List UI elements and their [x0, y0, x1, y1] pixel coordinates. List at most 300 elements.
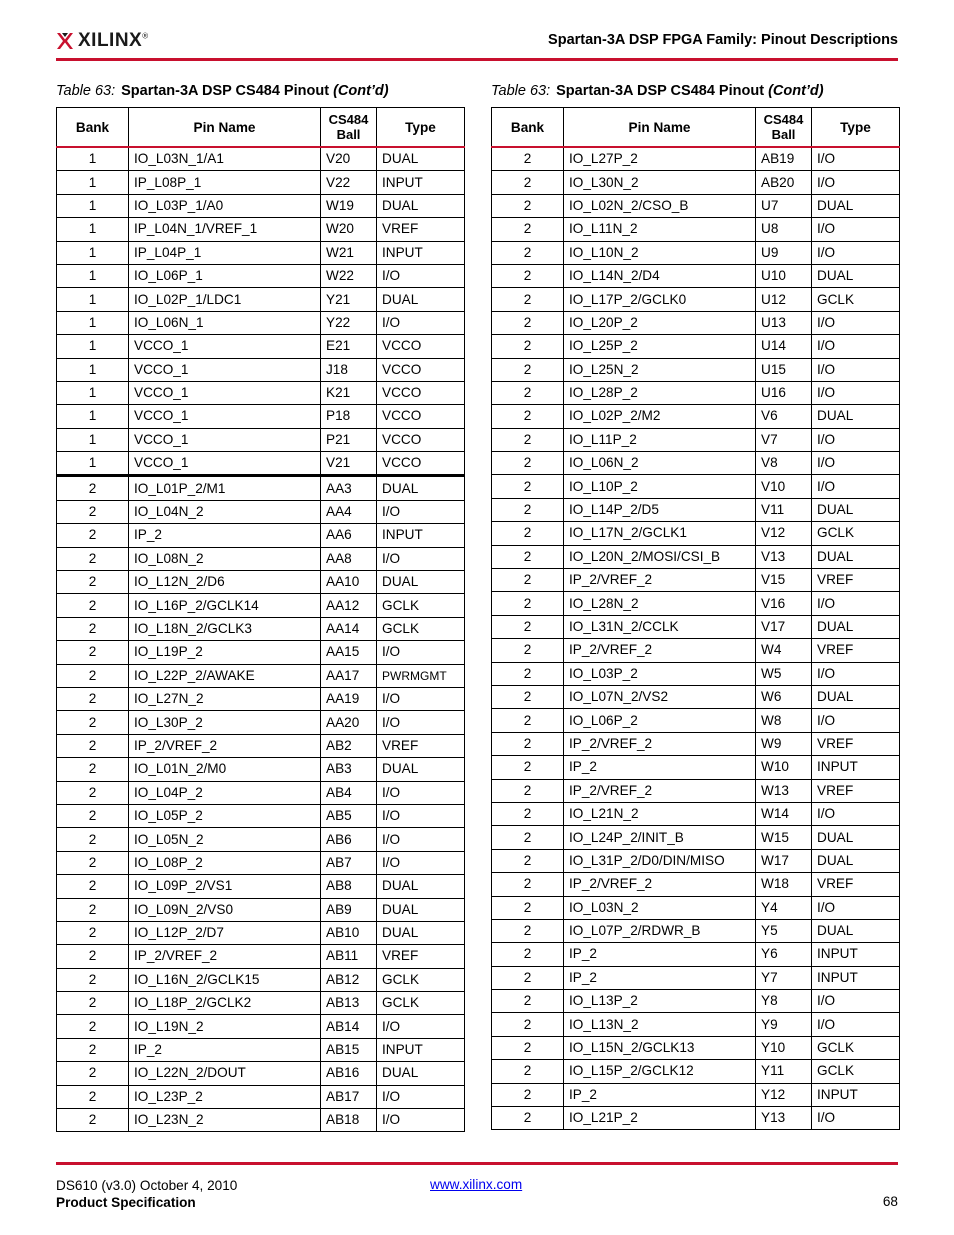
- cell-bank: 2: [492, 1013, 564, 1036]
- cell-ball: W18: [756, 873, 812, 896]
- cell-ball: AB20: [756, 171, 812, 194]
- cell-type: I/O: [377, 1109, 465, 1132]
- cell-bank: 2: [57, 664, 129, 687]
- cell-type: I/O: [377, 851, 465, 874]
- cell-type: VCCO: [377, 452, 465, 476]
- cell-type: GCLK: [812, 522, 900, 545]
- cell-bank: 2: [57, 524, 129, 547]
- table-row: [57, 452, 465, 476]
- logo-text: XILINX®: [78, 30, 149, 51]
- cell-pin-name: IO_L09P_2/VS1: [129, 875, 321, 898]
- cell-pin-name: IO_L30P_2: [129, 711, 321, 734]
- cell-pin-name: IO_L28N_2: [564, 592, 756, 615]
- cell-ball: AB6: [321, 828, 377, 851]
- table-row: [492, 428, 900, 451]
- col-header-ball: CS484 Ball: [321, 108, 377, 148]
- cell-bank: 1: [57, 147, 129, 171]
- cell-pin-name: IP_2/VREF_2: [129, 945, 321, 968]
- cell-type: I/O: [377, 828, 465, 851]
- cell-pin-name: IO_L15N_2/GCLK13: [564, 1036, 756, 1059]
- cell-bank: 2: [492, 405, 564, 428]
- cell-ball: V11: [756, 498, 812, 521]
- cell-ball: W9: [756, 732, 812, 755]
- cell-pin-name: IP_2: [129, 524, 321, 547]
- cell-type: INPUT: [377, 524, 465, 547]
- cell-type: I/O: [377, 1015, 465, 1038]
- cell-bank: 2: [57, 711, 129, 734]
- cell-pin-name: VCCO_1: [129, 452, 321, 476]
- table-row: [492, 732, 900, 755]
- cell-ball: W15: [756, 826, 812, 849]
- cell-pin-name: IP_2: [564, 756, 756, 779]
- table-row: [57, 547, 465, 570]
- cell-bank: 2: [492, 545, 564, 568]
- cell-pin-name: IO_L18N_2/GCLK3: [129, 617, 321, 640]
- cell-bank: 2: [492, 873, 564, 896]
- cell-pin-name: IO_L16P_2/GCLK14: [129, 594, 321, 617]
- cell-bank: 2: [492, 218, 564, 241]
- cell-type: VREF: [812, 639, 900, 662]
- cell-ball: AA6: [321, 524, 377, 547]
- cell-bank: 2: [57, 968, 129, 991]
- cell-ball: W19: [321, 194, 377, 217]
- table-row: [57, 968, 465, 991]
- cell-pin-name: IO_L11N_2: [564, 218, 756, 241]
- cell-type: I/O: [812, 358, 900, 381]
- cell-pin-name: VCCO_1: [129, 428, 321, 451]
- table-row: [57, 241, 465, 264]
- cell-bank: 2: [492, 358, 564, 381]
- cell-bank: 2: [57, 781, 129, 804]
- cell-ball: U9: [756, 241, 812, 264]
- cell-pin-name: IO_L13N_2: [564, 1013, 756, 1036]
- cell-type: DUAL: [812, 264, 900, 287]
- cell-bank: 2: [492, 849, 564, 872]
- cell-type: I/O: [812, 171, 900, 194]
- cell-bank: 2: [492, 662, 564, 685]
- cell-bank: 2: [57, 1085, 129, 1108]
- cell-ball: V22: [321, 171, 377, 194]
- table-row: [57, 171, 465, 194]
- cell-bank: 1: [57, 194, 129, 217]
- cell-bank: 1: [57, 171, 129, 194]
- cell-bank: 2: [492, 475, 564, 498]
- table-row: [492, 311, 900, 334]
- cell-bank: 2: [492, 592, 564, 615]
- cell-type: VCCO: [377, 405, 465, 428]
- col-header-type: Type: [812, 108, 900, 148]
- cell-ball: Y10: [756, 1036, 812, 1059]
- table-row: [57, 524, 465, 547]
- footer-website-link[interactable]: www.xilinx.com: [430, 1177, 523, 1192]
- cell-bank: 2: [492, 288, 564, 311]
- pinout-table-left: [56, 107, 465, 1132]
- cell-type: VREF: [377, 734, 465, 757]
- cell-ball: AA15: [321, 641, 377, 664]
- cell-bank: 2: [492, 1107, 564, 1130]
- cell-bank: 2: [492, 826, 564, 849]
- cell-ball: Y12: [756, 1083, 812, 1106]
- table-row: [492, 147, 900, 171]
- cell-type: I/O: [812, 802, 900, 825]
- cell-pin-name: IO_L08P_2: [129, 851, 321, 874]
- table-row: [492, 896, 900, 919]
- table-row: [492, 756, 900, 779]
- table-row: [57, 288, 465, 311]
- cell-pin-name: VCCO_1: [129, 381, 321, 404]
- cell-bank: 2: [492, 709, 564, 732]
- cell-bank: 2: [492, 1060, 564, 1083]
- cell-ball: W22: [321, 264, 377, 287]
- table-row: [57, 358, 465, 381]
- cell-pin-name: IP_2/VREF_2: [564, 569, 756, 592]
- cell-pin-name: IO_L11P_2: [564, 428, 756, 451]
- cell-pin-name: IO_L03P_1/A0: [129, 194, 321, 217]
- cell-pin-name: IO_L10P_2: [564, 475, 756, 498]
- cell-ball: Y5: [756, 919, 812, 942]
- footer-spec: Product Specification: [56, 1195, 196, 1210]
- table-row: [57, 1038, 465, 1061]
- cell-ball: AB16: [321, 1062, 377, 1085]
- cell-pin-name: IO_L20P_2: [564, 311, 756, 334]
- cell-ball: V12: [756, 522, 812, 545]
- page-number: 68: [882, 1194, 898, 1209]
- cell-type: DUAL: [812, 615, 900, 638]
- cell-type: GCLK: [377, 968, 465, 991]
- table-row: [492, 358, 900, 381]
- page-header: [56, 26, 898, 61]
- table-row: [492, 849, 900, 872]
- cell-pin-name: IO_L03N_2: [564, 896, 756, 919]
- table-row: [57, 1015, 465, 1038]
- cell-type: DUAL: [377, 758, 465, 781]
- cell-bank: 2: [492, 241, 564, 264]
- cell-ball: W4: [756, 639, 812, 662]
- cell-ball: V8: [756, 452, 812, 475]
- cell-bank: 1: [57, 428, 129, 451]
- cell-ball: AB14: [321, 1015, 377, 1038]
- cell-pin-name: IO_L22P_2/AWAKE: [129, 664, 321, 687]
- cell-bank: 2: [492, 1083, 564, 1106]
- cell-type: DUAL: [377, 147, 465, 171]
- table-row: [57, 500, 465, 523]
- table-row: [57, 617, 465, 640]
- table-row: [492, 1083, 900, 1106]
- cell-bank: 2: [57, 828, 129, 851]
- cell-type: DUAL: [377, 875, 465, 898]
- cell-ball: W14: [756, 802, 812, 825]
- cell-bank: 2: [492, 498, 564, 521]
- col-header-bank: Bank: [57, 108, 129, 148]
- table-row: [57, 381, 465, 404]
- cell-ball: AA17: [321, 664, 377, 687]
- table-row: [492, 264, 900, 287]
- table-row: [57, 1085, 465, 1108]
- cell-bank: 2: [492, 428, 564, 451]
- table-row: [57, 641, 465, 664]
- table-row: [492, 288, 900, 311]
- cell-pin-name: IO_L05N_2: [129, 828, 321, 851]
- cell-type: I/O: [812, 896, 900, 919]
- cell-pin-name: IO_L14P_2/D5: [564, 498, 756, 521]
- cell-bank: 2: [492, 896, 564, 919]
- table-row: [57, 734, 465, 757]
- cell-type: GCLK: [812, 1036, 900, 1059]
- cell-type: I/O: [377, 264, 465, 287]
- col-header-pin-name: Pin Name: [564, 108, 756, 148]
- cell-ball: Y13: [756, 1107, 812, 1130]
- cell-type: DUAL: [377, 571, 465, 594]
- cell-type: I/O: [812, 241, 900, 264]
- cell-pin-name: IO_L06P_2: [564, 709, 756, 732]
- cell-ball: AA14: [321, 617, 377, 640]
- cell-pin-name: IO_L15P_2/GCLK12: [564, 1060, 756, 1083]
- table-row: [57, 405, 465, 428]
- cell-ball: J18: [321, 358, 377, 381]
- table-row: [492, 545, 900, 568]
- cell-ball: Y22: [321, 311, 377, 334]
- cell-bank: 2: [492, 732, 564, 755]
- cell-ball: U8: [756, 218, 812, 241]
- cell-ball: U10: [756, 264, 812, 287]
- cell-bank: 2: [57, 1015, 129, 1038]
- cell-bank: 2: [57, 571, 129, 594]
- cell-ball: U16: [756, 381, 812, 404]
- cell-ball: U7: [756, 194, 812, 217]
- table-row: [57, 594, 465, 617]
- cell-type: I/O: [377, 804, 465, 827]
- cell-pin-name: IO_L17P_2/GCLK0: [564, 288, 756, 311]
- cell-bank: 2: [492, 569, 564, 592]
- cell-bank: 2: [57, 594, 129, 617]
- table-row: [492, 709, 900, 732]
- cell-ball: AB17: [321, 1085, 377, 1108]
- cell-bank: 2: [492, 756, 564, 779]
- cell-ball: AB7: [321, 851, 377, 874]
- table-row: [492, 1107, 900, 1130]
- cell-pin-name: IO_L12N_2/D6: [129, 571, 321, 594]
- cell-type: I/O: [812, 147, 900, 171]
- cell-ball: AA8: [321, 547, 377, 570]
- cell-pin-name: VCCO_1: [129, 405, 321, 428]
- table-row: [57, 875, 465, 898]
- table-header-row: [492, 108, 900, 148]
- cell-pin-name: VCCO_1: [129, 335, 321, 358]
- table-row: [492, 498, 900, 521]
- table-row: [492, 381, 900, 404]
- cell-bank: 2: [57, 1109, 129, 1132]
- cell-ball: E21: [321, 335, 377, 358]
- cell-type: VCCO: [377, 358, 465, 381]
- cell-pin-name: VCCO_1: [129, 358, 321, 381]
- cell-type: I/O: [377, 781, 465, 804]
- cell-type: I/O: [812, 1013, 900, 1036]
- table-row: [57, 218, 465, 241]
- table-row: [492, 241, 900, 264]
- cell-bank: 2: [492, 311, 564, 334]
- cell-bank: 1: [57, 288, 129, 311]
- cell-pin-name: IO_L20N_2/MOSI/CSI_B: [564, 545, 756, 568]
- table-row: [57, 428, 465, 451]
- cell-bank: 2: [492, 639, 564, 662]
- cell-type: INPUT: [812, 966, 900, 989]
- cell-bank: 1: [57, 381, 129, 404]
- cell-ball: U12: [756, 288, 812, 311]
- cell-bank: 2: [57, 875, 129, 898]
- cell-type: DUAL: [377, 194, 465, 217]
- cell-pin-name: IO_L06N_1: [129, 311, 321, 334]
- cell-ball: Y11: [756, 1060, 812, 1083]
- table-row: [57, 687, 465, 710]
- cell-pin-name: IP_L04N_1/VREF_1: [129, 218, 321, 241]
- cell-type: INPUT: [812, 1083, 900, 1106]
- cell-type: I/O: [812, 335, 900, 358]
- cell-pin-name: IO_L14N_2/D4: [564, 264, 756, 287]
- table-row: [492, 779, 900, 802]
- table-row: [492, 218, 900, 241]
- cell-ball: P21: [321, 428, 377, 451]
- cell-bank: 2: [492, 264, 564, 287]
- cell-pin-name: IO_L31P_2/D0/DIN/MISO: [564, 849, 756, 872]
- cell-bank: 2: [57, 1038, 129, 1061]
- table-row: [492, 919, 900, 942]
- cell-bank: 2: [492, 990, 564, 1013]
- table-row: [492, 639, 900, 662]
- cell-type: GCLK: [377, 992, 465, 1015]
- cell-pin-name: IP_2: [564, 966, 756, 989]
- cell-pin-name: IO_L21N_2: [564, 802, 756, 825]
- cell-type: I/O: [377, 711, 465, 734]
- cell-ball: AB18: [321, 1109, 377, 1132]
- cell-type: GCLK: [812, 288, 900, 311]
- cell-type: INPUT: [377, 241, 465, 264]
- footer-doc-id: DS610 (v3.0) October 4, 2010: [56, 1178, 238, 1193]
- cell-bank: 2: [57, 687, 129, 710]
- cell-type: DUAL: [812, 194, 900, 217]
- table-row: [57, 898, 465, 921]
- cell-ball: V13: [756, 545, 812, 568]
- cell-bank: 2: [492, 171, 564, 194]
- table-row: [57, 711, 465, 734]
- table-row: [57, 945, 465, 968]
- table-row: [492, 802, 900, 825]
- cell-pin-name: IP_2: [129, 1038, 321, 1061]
- cell-ball: AA4: [321, 500, 377, 523]
- cell-pin-name: IP_2: [564, 1083, 756, 1106]
- cell-ball: V6: [756, 405, 812, 428]
- cell-type: VREF: [812, 732, 900, 755]
- cell-pin-name: IO_L06P_1: [129, 264, 321, 287]
- cell-pin-name: IO_L25N_2: [564, 358, 756, 381]
- cell-bank: 1: [57, 218, 129, 241]
- cell-bank: 2: [492, 943, 564, 966]
- table-row: [492, 826, 900, 849]
- cell-pin-name: IO_L02N_2/CSO_B: [564, 194, 756, 217]
- cell-type: DUAL: [377, 921, 465, 944]
- cell-type: DUAL: [812, 849, 900, 872]
- cell-ball: W5: [756, 662, 812, 685]
- cell-type: DUAL: [812, 919, 900, 942]
- cell-pin-name: IO_L01P_2/M1: [129, 476, 321, 500]
- cell-ball: AB8: [321, 875, 377, 898]
- cell-ball: V7: [756, 428, 812, 451]
- table-row: [57, 851, 465, 874]
- cell-bank: 2: [57, 921, 129, 944]
- cell-bank: 2: [492, 685, 564, 708]
- xilinx-logo: [56, 30, 149, 52]
- cell-type: VREF: [812, 779, 900, 802]
- cell-type: VREF: [377, 218, 465, 241]
- cell-type: VCCO: [377, 381, 465, 404]
- cell-type: I/O: [812, 452, 900, 475]
- cell-pin-name: IO_L27P_2: [564, 147, 756, 171]
- cell-ball: V15: [756, 569, 812, 592]
- cell-pin-name: IO_L21P_2: [564, 1107, 756, 1130]
- cell-bank: 1: [57, 335, 129, 358]
- cell-pin-name: IP_2/VREF_2: [564, 779, 756, 802]
- cell-ball: AB3: [321, 758, 377, 781]
- table-row: [492, 1013, 900, 1036]
- table-row: [492, 335, 900, 358]
- cell-type: DUAL: [377, 1062, 465, 1085]
- cell-type: I/O: [377, 311, 465, 334]
- cell-bank: 2: [492, 615, 564, 638]
- cell-type: DUAL: [377, 898, 465, 921]
- cell-pin-name: IO_L27N_2: [129, 687, 321, 710]
- cell-type: I/O: [812, 662, 900, 685]
- cell-bank: 2: [57, 476, 129, 500]
- table-row: [57, 1062, 465, 1085]
- cell-ball: W6: [756, 685, 812, 708]
- cell-ball: AA20: [321, 711, 377, 734]
- cell-pin-name: IO_L01N_2/M0: [129, 758, 321, 781]
- cell-ball: W8: [756, 709, 812, 732]
- table-row: [57, 264, 465, 287]
- cell-ball: W21: [321, 241, 377, 264]
- cell-type: I/O: [812, 428, 900, 451]
- cell-type: I/O: [812, 381, 900, 404]
- table-row: [492, 873, 900, 896]
- table-row: [492, 194, 900, 217]
- cell-pin-name: IO_L02P_1/LDC1: [129, 288, 321, 311]
- cell-type: I/O: [812, 1107, 900, 1130]
- cell-ball: K21: [321, 381, 377, 404]
- table-row: [492, 662, 900, 685]
- cell-ball: W10: [756, 756, 812, 779]
- cell-ball: AB9: [321, 898, 377, 921]
- cell-bank: 2: [492, 335, 564, 358]
- cell-type: GCLK: [812, 1060, 900, 1083]
- table-row: [492, 943, 900, 966]
- table-caption-right: Table 63: Spartan-3A DSP CS484 Pinout (Cont’d): [491, 83, 824, 99]
- cell-type: DUAL: [812, 498, 900, 521]
- table-row: [492, 569, 900, 592]
- table-row: [492, 1060, 900, 1083]
- table-row: [57, 828, 465, 851]
- cell-type: VREF: [377, 945, 465, 968]
- cell-pin-name: IP_L08P_1: [129, 171, 321, 194]
- cell-ball: AB4: [321, 781, 377, 804]
- col-header-pin-name: Pin Name: [129, 108, 321, 148]
- cell-bank: 1: [57, 405, 129, 428]
- cell-type: INPUT: [377, 1038, 465, 1061]
- pinout-table-right: [491, 107, 900, 1130]
- cell-ball: V21: [321, 452, 377, 476]
- cell-bank: 2: [492, 966, 564, 989]
- cell-bank: 2: [492, 194, 564, 217]
- table-row: [57, 1109, 465, 1132]
- table-row: [492, 592, 900, 615]
